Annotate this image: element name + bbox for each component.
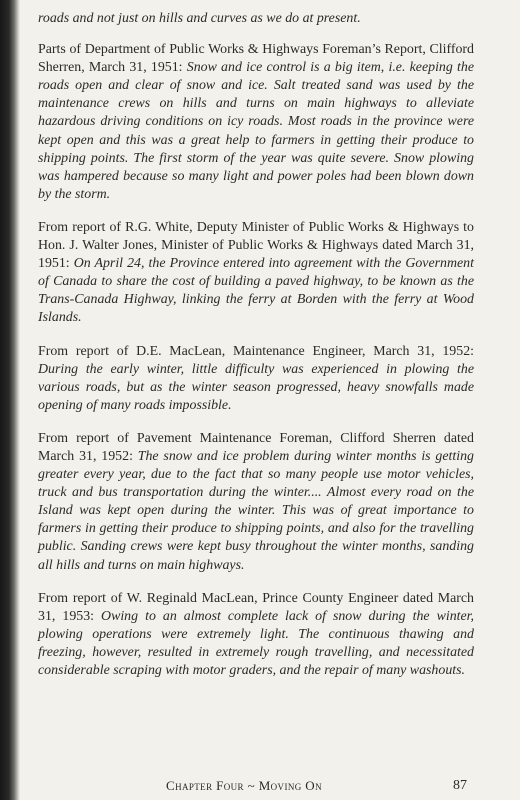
report-excerpt: [38, 343, 474, 415]
excerpt-source: Parts of Department of Public Works & Highways Foreman’s Report, Clifford Sherren, March 31, 1951:: [38, 42, 474, 76]
report-excerpt: [38, 430, 474, 575]
book-spine-shadow: [0, 0, 20, 800]
excerpt-quote: Snow and ice control is a big item, i.e. keeping the roads open and clear of snow and ice. Salt treated sand was used by the maintenance crews on hills and turns on main highways to alleviate hazardous driving conditions on icy roads. Most roads in the province were kept open and this was a great help to farmers in getting their produce to shipping points. The first storm of the year was quite severe. Snow plowing was hampered because so many light and power poles had been blown down by the storm.: [38, 60, 474, 202]
excerpt-quote: On April 24, the Province entered into agreement with the Government of Canada to share the cost of building a paved highway, to be known as the Trans-Canada Highway, linking the ferry at Borden with the ferry at Wood Islands.: [38, 256, 474, 326]
excerpt-quote: The snow and ice problem during winter months is getting greater every year, due to the fact that so many people use motor vehicles, truck and bus transportation during the winter.... Almost every road on the Island was kept open during the winter. This was of great importance to farmers in getting their produce to shipping points, and also for the travelling public. Sanding crews were kept busy throughout the winter months, sanding all hills and turns on main highways.: [38, 448, 474, 573]
report-excerpt: [38, 590, 474, 680]
excerpt-source: From report of R.G. White, Deputy Minister of Public Works & Highways to Hon. J. Walter Jones, Minister of Public Works & Highways dated March 31, 1951:: [38, 219, 474, 272]
report-excerpt: [38, 41, 474, 204]
excerpt-source: From report of W. Reginald MacLean, Prince County Engineer dated March 31, 1953:: [38, 590, 474, 624]
report-excerpt: [38, 219, 474, 328]
page-number: 87: [453, 778, 467, 793]
continued-text: roads and not just on hills and curves as we do at present.: [38, 11, 361, 26]
page-body: [38, 10, 474, 695]
page-footer: [0, 778, 520, 798]
excerpt-source: From report of D.E. MacLean, Maintenance Engineer, March 31, 1952:: [38, 343, 474, 359]
excerpt-quote: During the early winter, little difficulty was experienced in plowing the various roads, but as the winter season progressed, heavy snowfalls made opening of many roads impossible.: [38, 361, 474, 413]
excerpt-source: From report of Pavement Maintenance Foreman, Clifford Sherren dated March 31, 1952:: [38, 430, 474, 464]
running-footer-chapter: Chapter Four ~ Moving On: [166, 778, 322, 793]
excerpt-quote: Owing to an almost complete lack of snow during the winter, plowing operations were extremely light. The continuous thawing and freezing, however, resulted in extremely rough travelling, and necessitated considerable scraping with motor graders, and the repair of many washouts.: [38, 608, 474, 678]
